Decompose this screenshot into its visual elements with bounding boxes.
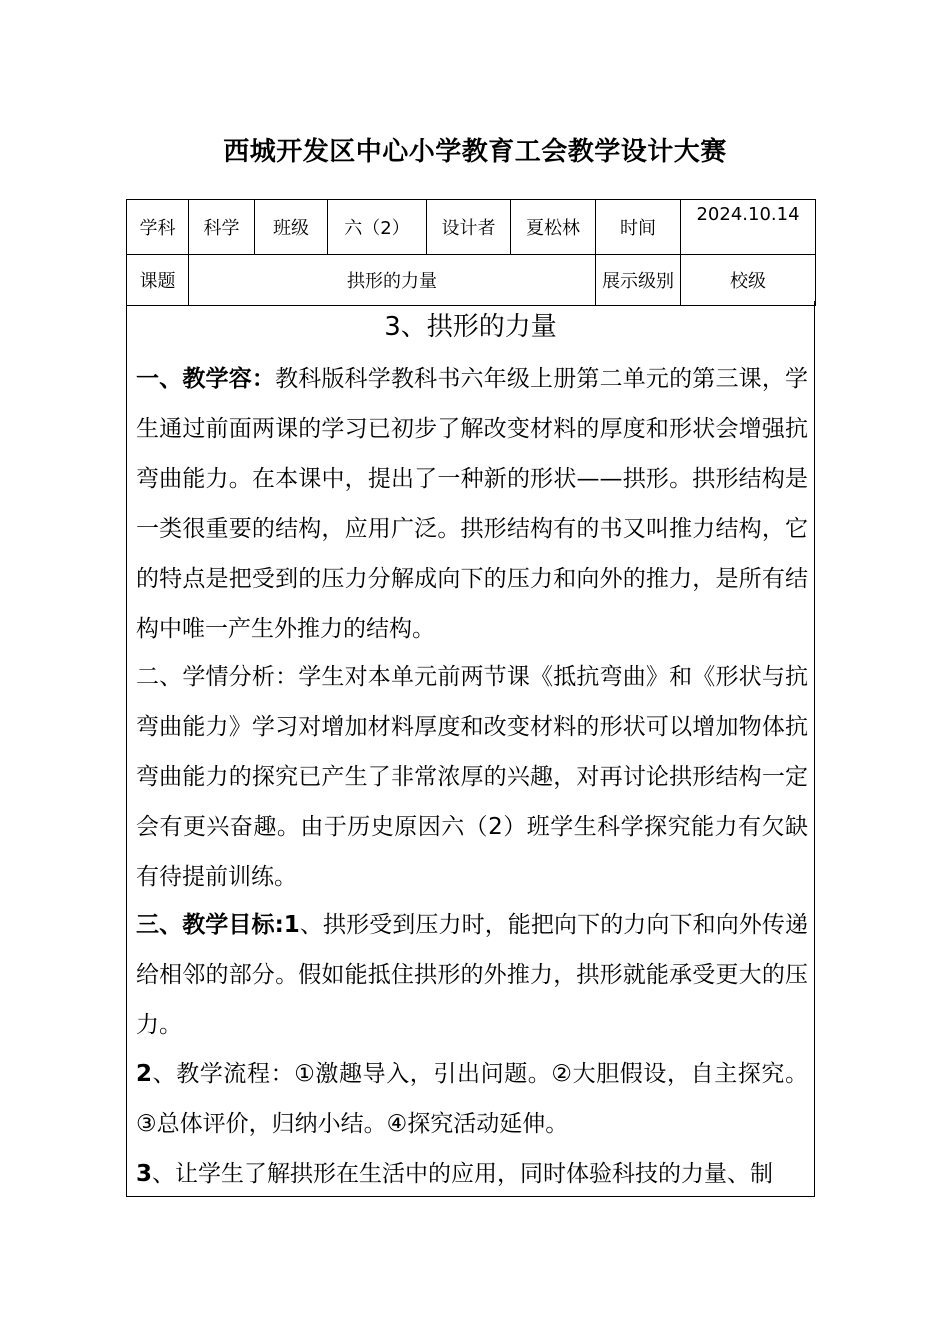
goal-item-2 [136, 1049, 808, 1149]
section3-text: 、拱形受到压力时，能把向下的力向下和向外传递给相邻的部分。假如能抵住拱形的外推力，拱形就能承受更大的压力。 [136, 912, 809, 1038]
item3-text: 、让学生了解拱形在生活中的应用，同时体验科技的力量、制 [152, 1161, 774, 1187]
item2-number: 2 [136, 1061, 153, 1087]
section1-text: 教科版科学教科书六年级上册第二单元的第三课，学生通过前面两课的学习已初步了解改变材料的厚度和形状会增强抗弯曲能力。在本课中，提出了一种新的形状——拱形。拱形结构是一类很重要的结构，应用广泛。拱形结构有的书又叫推力结构，它的特点是把受到的压力分解成向下的压力和向外的推力，是所有结构中唯一产生外推力的结构。 [136, 366, 809, 642]
level-value: 校级 [681, 255, 816, 306]
goal-item-3 [136, 1149, 808, 1197]
section1-heading: 一、教学容： [136, 366, 276, 392]
class-label: 班级 [255, 200, 328, 255]
time-value: 2024.10.14 [681, 200, 816, 255]
lesson-info-table [126, 199, 816, 306]
item2-text: 、教学流程：①激趣导入，引出问题。②大胆假设，自主探究。③总体评价，归纳小结。④探究活动延伸。 [136, 1061, 808, 1137]
lesson-title: 3、拱形的力量 [384, 312, 557, 342]
item3-number: 3 [136, 1161, 153, 1187]
topic-label: 课题 [127, 255, 189, 306]
designer-label: 设计者 [427, 200, 511, 255]
page-title: 西城开发区中心小学教育工会教学设计大赛 [223, 137, 727, 167]
time-label: 时间 [596, 200, 681, 255]
topic-value: 拱形的力量 [189, 255, 596, 306]
subject-label: 学科 [127, 200, 189, 255]
designer-value: 夏松林 [511, 200, 596, 255]
lesson-content [126, 301, 815, 1197]
section-learner-analysis: 二、学情分析：学生对本单元前两节课《抵抗弯曲》和《形状与抗弯曲能力》学习对增加材料厚度和改变材料的形状可以增加物体抗弯曲能力的探究已产生了非常浓厚的兴趣，对再讨论拱形结构一定会有更兴奋趣。由于历史原因六（2）班学生科学探究能力有欠缺有待提前训练。 [136, 664, 808, 890]
section-teaching-goals [136, 900, 808, 1050]
subject-value: 科学 [189, 200, 255, 255]
info-row-1 [127, 200, 816, 255]
section-teaching-content [136, 354, 808, 654]
info-row-2 [127, 255, 816, 306]
class-value: 六（2） [328, 200, 427, 255]
level-label: 展示级别 [596, 255, 681, 306]
section3-heading: 三、教学目标:1 [136, 912, 300, 938]
